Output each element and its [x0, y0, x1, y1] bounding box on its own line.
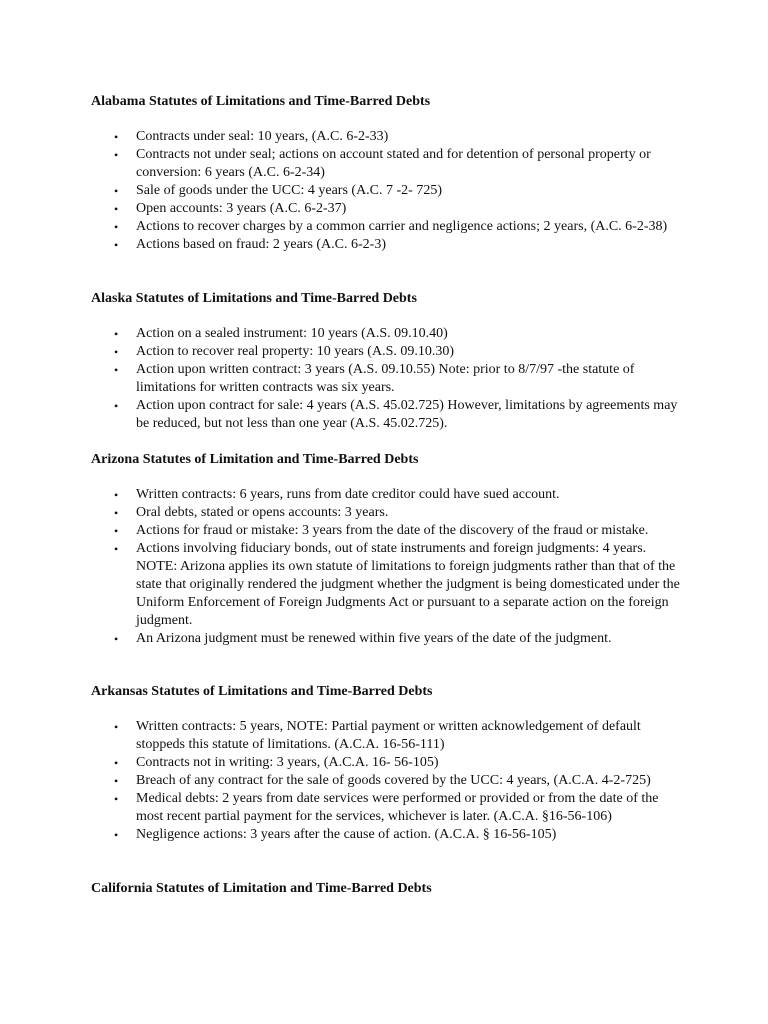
section-heading: Alaska Statutes of Limitations and Time-Barred Debts	[91, 291, 417, 306]
section-heading: California Statutes of Limitation and Time-Barred Debts	[91, 881, 432, 896]
list-item: • Written contracts: 5 years, NOTE: Partial payment or written acknowledgement of default stoppeds this statute of limitations. (A.C.A. 16-56-111)	[114, 719, 641, 752]
list-item: • Oral debts, stated or opens accounts: 3 years.	[114, 505, 389, 520]
list-item: • Action on a sealed instrument: 10 years (A.S. 09.10.40)	[114, 326, 448, 341]
list-item: • Actions for fraud or mistake: 3 years from the date of the discovery of the fraud or mistake.	[114, 523, 649, 538]
bullet-icon: •	[114, 542, 119, 556]
bullet-icon: •	[114, 828, 119, 842]
section-arizona	[91, 451, 691, 648]
section-heading: Arizona Statutes of Limitation and Time-Barred Debts	[91, 452, 419, 467]
list-item: • Sale of goods under the UCC: 4 years (A.C. 7 -2- 725)	[114, 183, 443, 198]
section-arkansas	[91, 683, 691, 844]
section-california	[91, 880, 691, 898]
bullet-icon: •	[114, 363, 119, 377]
bullet-icon: •	[114, 202, 119, 216]
bullet-icon: •	[114, 524, 119, 538]
bullet-icon: •	[114, 506, 119, 520]
bullet-icon: •	[114, 720, 119, 734]
list-item: • Action upon contract for sale: 4 years (A.S. 45.02.725) However, limitations by agreements may be reduced, but not less than one year (A.S. 45.02.725).	[114, 398, 678, 431]
bullet-icon: •	[114, 130, 119, 144]
bullet-list	[91, 486, 691, 648]
list-item: • Actions involving fiduciary bonds, out of state instruments and foreign judgments: 4 years. NOTE: Arizona applies its own statute of limitations to foreign judgments rather than that of the state that originally rendered the judgment whether the judgment is being domesticated under the Uniform Enforcement of Foreign Judgments Act or pursuant to a separate action on the foreign judgment.	[114, 541, 680, 628]
list-item: • An Arizona judgment must be renewed within five years of the date of the judgment.	[114, 631, 612, 646]
bullet-icon: •	[114, 756, 119, 770]
list-item: • Open accounts: 3 years (A.C. 6-2-37)	[114, 201, 347, 216]
bullet-icon: •	[114, 184, 119, 198]
bullet-list	[91, 128, 691, 254]
list-item: • Action upon written contract: 3 years (A.S. 09.10.55) Note: prior to 8/7/97 -the statute of limitations for written contracts was six years.	[114, 362, 635, 395]
list-item: • Actions to recover charges by a common carrier and negligence actions; 2 years, (A.C. 6-2-38)	[114, 219, 668, 234]
bullet-icon: •	[114, 632, 119, 646]
bullet-icon: •	[114, 148, 119, 162]
bullet-icon: •	[114, 792, 119, 806]
section-heading: Arkansas Statutes of Limitations and Time-Barred Debts	[91, 684, 433, 699]
bullet-list	[91, 718, 691, 844]
list-item: • Written contracts: 6 years, runs from date creditor could have sued account.	[114, 487, 560, 502]
list-item: • Contracts not in writing: 3 years, (A.C.A. 16- 56-105)	[114, 755, 439, 770]
section-alabama	[91, 93, 691, 254]
list-item: • Negligence actions: 3 years after the cause of action. (A.C.A. § 16-56-105)	[114, 827, 557, 842]
list-item: • Contracts under seal: 10 years, (A.C. 6-2-33)	[114, 129, 389, 144]
bullet-icon: •	[114, 488, 119, 502]
list-item: • Medical debts: 2 years from date services were performed or provided or from the date of the most recent partial payment for the services, whichever is later. (A.C.A. §16-56-106)	[114, 791, 659, 824]
bullet-icon: •	[114, 327, 119, 341]
bullet-icon: •	[114, 399, 119, 413]
list-item: • Actions based on fraud: 2 years (A.C. 6-2-3)	[114, 237, 386, 252]
bullet-icon: •	[114, 238, 119, 252]
section-heading: Alabama Statutes of Limitations and Time-Barred Debts	[91, 94, 431, 109]
list-item: • Contracts not under seal; actions on account stated and for detention of personal property or conversion: 6 years (A.C. 6-2-34)	[114, 147, 651, 180]
list-item: • Breach of any contract for the sale of goods covered by the UCC: 4 years, (A.C.A. 4-2-725)	[114, 773, 651, 788]
list-item: • Action to recover real property: 10 years (A.S. 09.10.30)	[114, 344, 455, 359]
section-alaska	[91, 290, 691, 433]
bullet-list	[91, 325, 691, 433]
bullet-icon: •	[114, 774, 119, 788]
bullet-icon: •	[114, 345, 119, 359]
bullet-icon: •	[114, 220, 119, 234]
